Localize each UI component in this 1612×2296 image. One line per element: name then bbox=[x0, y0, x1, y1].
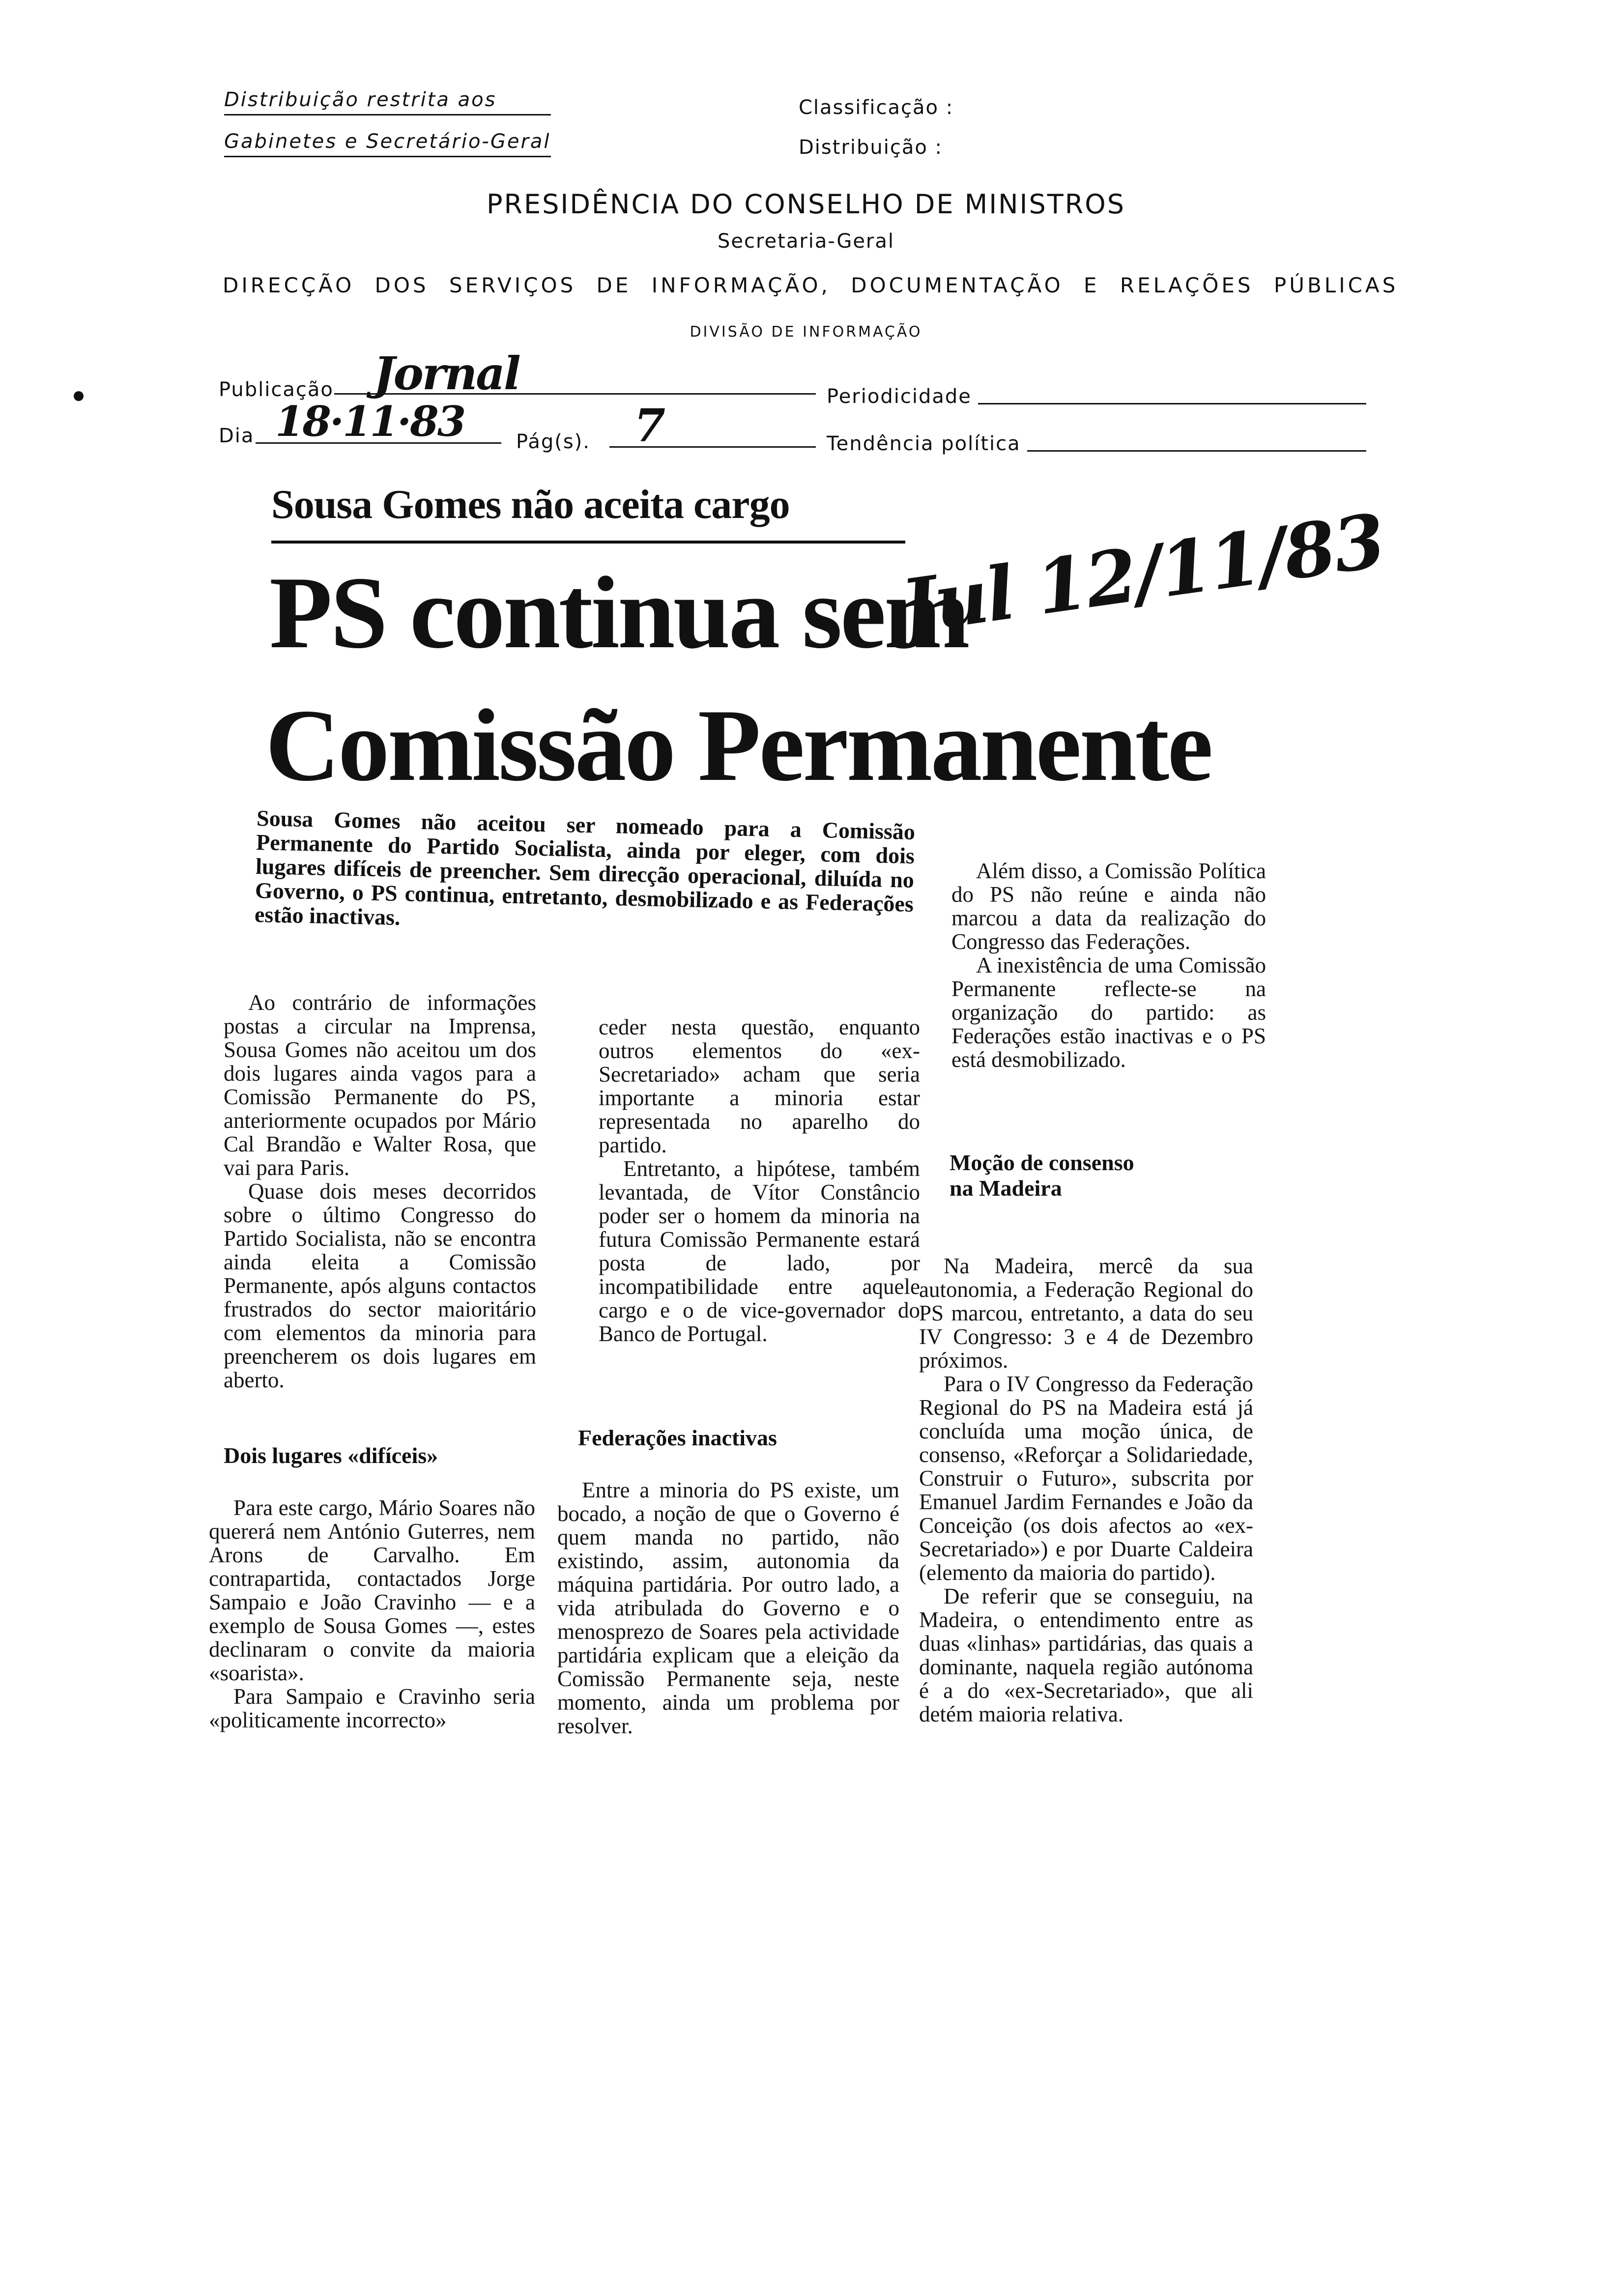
article-lead: Sousa Gomes não aceitou ser nomeado para a Comissão Permanente do Partido Socialista, ainda por eleger, com dois lugares difíceis de preencher. Sem direcção operacional, diluída no Governo, o PS continua, entretanto, desmobilizado e as Federações estão inactivas. bbox=[254, 805, 916, 930]
column-2b bbox=[557, 1478, 899, 1738]
headline-line1: PS continua sem bbox=[269, 556, 968, 670]
dia-label: Dia bbox=[219, 425, 255, 447]
distribution-line1: Distribuição restrita aos bbox=[224, 88, 551, 115]
tendencia-label: Tendência política bbox=[827, 432, 1021, 455]
column-3 bbox=[951, 859, 1266, 1071]
subhead-mocao-line1: Moção de consenso bbox=[950, 1150, 1134, 1175]
column-1b bbox=[209, 1496, 535, 1732]
periodicidade-label: Periodicidade bbox=[827, 385, 972, 408]
handwritten-annotation: Jul 12/11/83 bbox=[895, 497, 1389, 651]
office-title: PRESIDÊNCIA DO CONSELHO DE MINISTROS bbox=[486, 189, 1126, 220]
column-3b bbox=[919, 1254, 1253, 1726]
col1-paragraph: Quase dois meses decorridos sobre o último Congresso do Partido Socialista, não se encontra ainda eleita a Comissão Permanente, após alguns contactos frustrados do sector maioritário com elementos da minoria para preencherem os dois lugares em aberto. bbox=[224, 1179, 536, 1392]
periodicidade-line bbox=[978, 403, 1366, 404]
subhead-federacoes: Federações inactivas bbox=[578, 1425, 777, 1450]
tendencia-line bbox=[1027, 450, 1366, 452]
col2-paragraph: ceder nesta questão, enquanto outros elementos do «ex-Secretariado» acham que seria importante a minoria estar representada no aparelho do partido. bbox=[599, 1015, 920, 1157]
column-1 bbox=[224, 991, 536, 1392]
col2b-paragraph: Entre a minoria do PS existe, um bocado, a noção de que o Governo é quem manda no partido, não existindo, assim, autonomia da máquina partidária. Por outro lado, a vida atribulada do Governo e o menosprezo de Soares pela actividade partidária explicam que a eleição da Comissão Permanente seja, neste momento, ainda um problema por resolver. bbox=[557, 1478, 899, 1738]
distribuicao-label: Distribuição : bbox=[799, 136, 943, 159]
pag-label: Pág(s). bbox=[516, 430, 590, 453]
division-title: DIVISÃO DE INFORMAÇÃO bbox=[690, 323, 922, 341]
direction-title: DIRECÇÃO DOS SERVIÇOS DE INFORMAÇÃO, DOCUMENTAÇÃO E RELAÇÕES PÚBLICAS bbox=[223, 273, 1399, 297]
subhead-mocao-line2: na Madeira bbox=[950, 1176, 1062, 1201]
col1-paragraph: Ao contrário de informações postas a circular na Imprensa, Sousa Gomes não aceitou um dos dois lugares ainda vagos para a Comissão Permanente do PS, anteriormente ocupados por Mário Cal Brandão e Walter Rosa, que vai para Paris. bbox=[224, 990, 536, 1180]
col3-paragraph: Além disso, a Comissão Política do PS não reúne e ainda não marcou a data da realização do Congresso das Federações. bbox=[951, 859, 1266, 954]
col3-paragraph: A inexistência de uma Comissão Permanente reflecte-se na organização do partido: as Federações estão inactivas e o PS está desmobilizado. bbox=[951, 953, 1266, 1072]
classificacao-label: Classificação : bbox=[799, 96, 954, 119]
article-kicker: Sousa Gomes não aceita cargo bbox=[271, 482, 790, 527]
headline-line2: Comissão Permanente bbox=[265, 689, 1211, 803]
col2-paragraph: Entretanto, a hipótese, também levantada, de Vítor Constâncio poder ser o homem da minoria na futura Comissão Permanente estará posta de lado, por incompatibilidade entre aquele cargo e o de vice-governador do Banco de Portugal. bbox=[599, 1156, 920, 1346]
pag-value: 7 bbox=[634, 399, 664, 452]
punch-dot bbox=[74, 391, 84, 401]
publicacao-value: Jornal bbox=[374, 347, 519, 400]
col1b-paragraph: Para Sampaio e Cravinho seria «politicamente incorrecto» bbox=[209, 1684, 535, 1732]
secretaria-title: Secretaria-Geral bbox=[717, 230, 894, 253]
kicker-rule bbox=[271, 541, 905, 544]
subhead-mocao bbox=[950, 1150, 1134, 1201]
publicacao-label: Publicação bbox=[219, 378, 334, 401]
col3b-paragraph: De referir que se conseguiu, na Madeira, o entendimento entre as duas «linhas» partidárias, das quais a dominante, naquela região autónoma é a do «ex-Secretariado», que ali detém maioria relativa. bbox=[919, 1584, 1253, 1726]
dia-value: 18·11·83 bbox=[275, 397, 465, 446]
col1b-paragraph: Para este cargo, Mário Soares não quererá nem António Guterres, nem Arons de Carvalho. Em contrapartida, contactados Jorge Sampaio e João Cravinho — e a exemplo de Sousa Gomes —, estes declinaram o convite da maioria «soarista». bbox=[209, 1495, 535, 1685]
distribution-line2: Gabinetes e Secretário-Geral bbox=[224, 130, 551, 157]
subhead-dois-lugares: Dois lugares «difíceis» bbox=[224, 1443, 438, 1468]
col3b-paragraph: Na Madeira, mercê da sua autonomia, a Federação Regional do PS marcou, entretanto, a data do seu IV Congresso: 3 e 4 de Dezembro próximos. bbox=[919, 1254, 1253, 1373]
distribution-note bbox=[224, 88, 551, 157]
col3b-paragraph: Para o IV Congresso da Federação Regional do PS na Madeira está já concluída uma moção única, de consenso, «Reforçar a Solidariedade, Construir o Futuro», subscrita por Emanuel Jardim Fernandes e João da Conceição (os dois afectos ao «ex-Secretariado») e por Duarte Caldeira (elemento da maioria do partido). bbox=[919, 1372, 1253, 1585]
column-2 bbox=[599, 1015, 920, 1346]
